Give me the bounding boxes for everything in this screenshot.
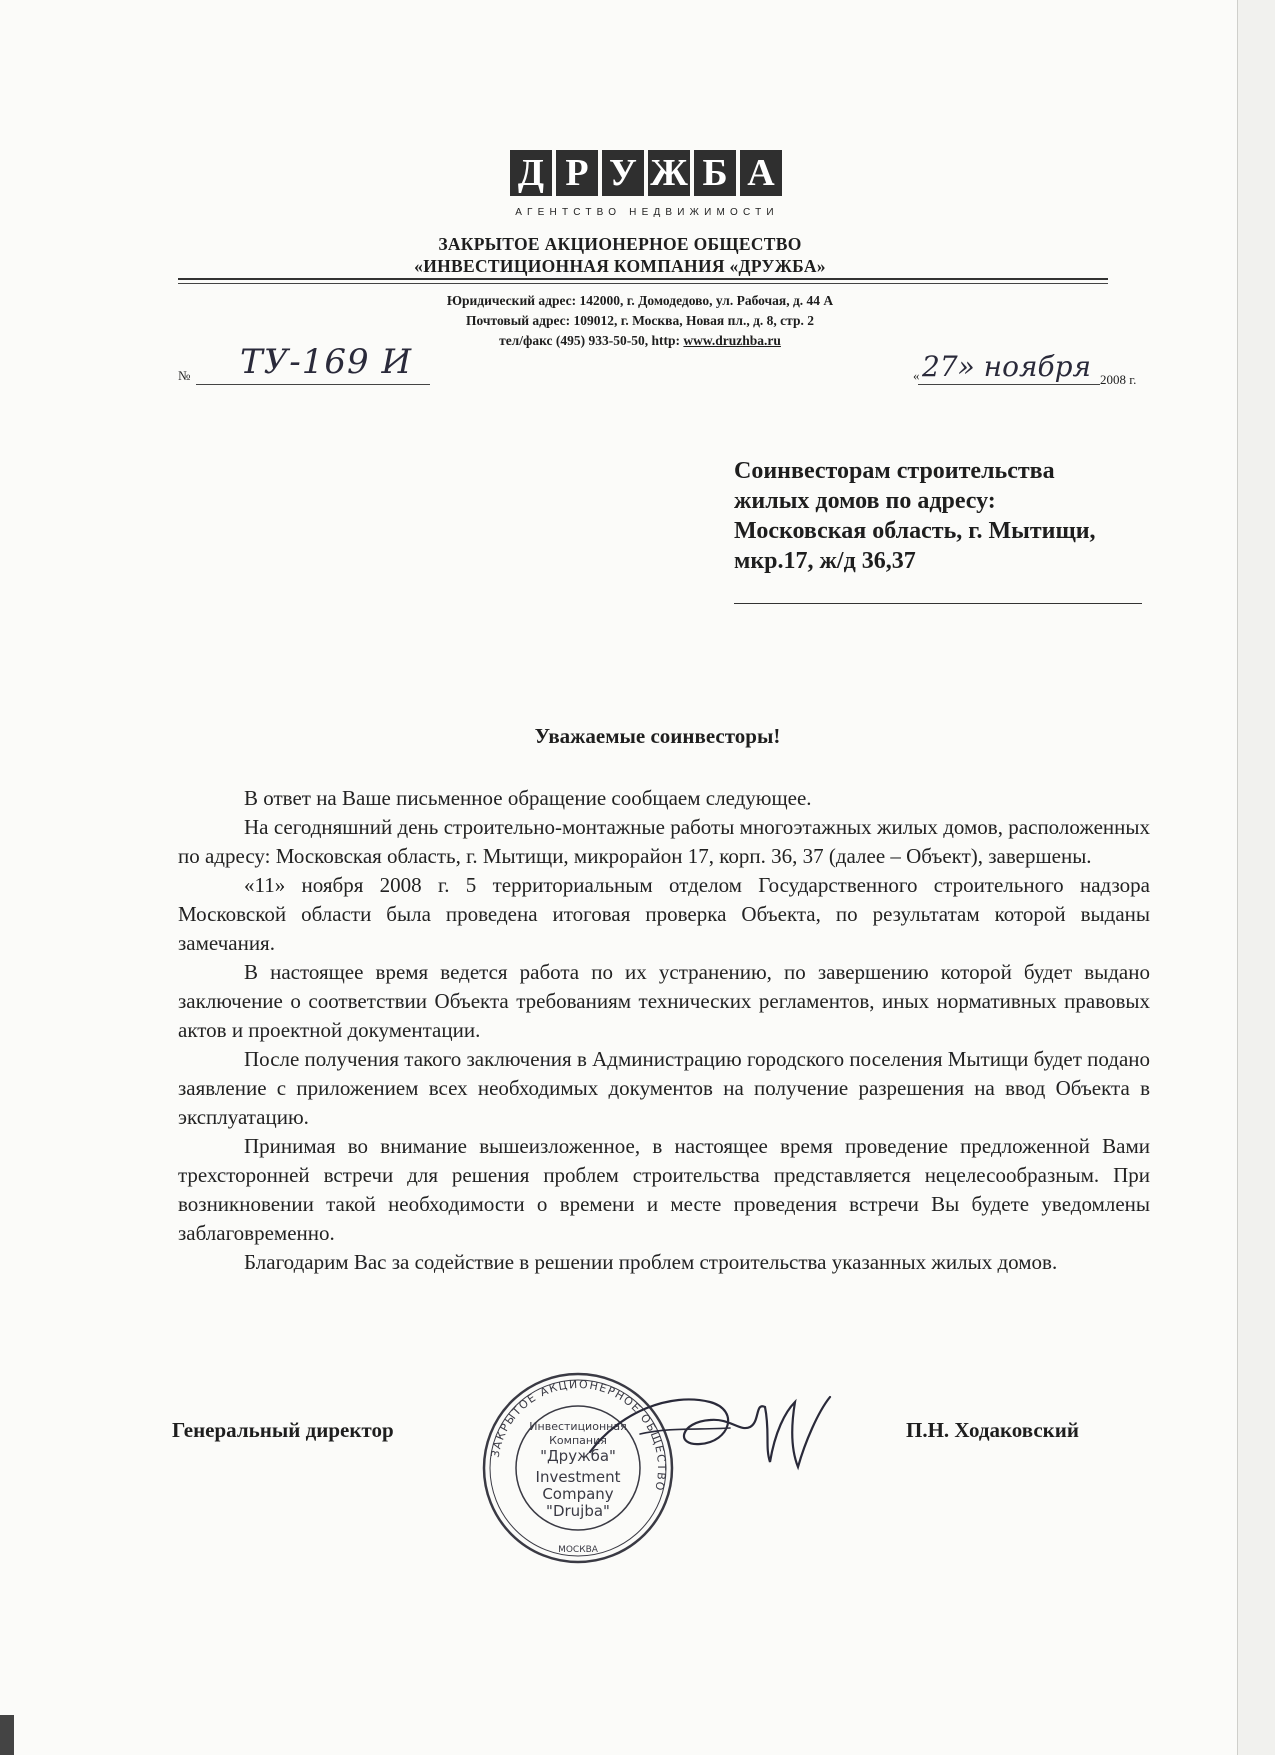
recipient-line: Московская область, г. Мытищи, — [734, 518, 1096, 544]
handwritten-signature — [580, 1372, 840, 1482]
logo-subtitle: АГЕНТСТВО НЕДВИЖИМОСТИ — [515, 207, 779, 218]
date-open-quote: « — [913, 368, 920, 383]
logo-letter: У — [602, 150, 644, 196]
recipient-line: Соинвесторам строительства — [734, 458, 1055, 484]
seal-inner-ru: Компания — [549, 1434, 607, 1447]
scan-page-edge — [1238, 0, 1275, 1755]
phone-fax: тел/факс (495) 933-50-50, http: — [499, 333, 681, 348]
letter-date: 27» ноября — [922, 350, 1092, 383]
contact-line — [340, 333, 940, 349]
number-underline — [196, 384, 430, 385]
letterhead-rule-thin — [178, 283, 1108, 284]
seal-outer-text: ЗАКРЫТОЕ АКЦИОНЕРНОЕ ОБЩЕСТВО — [488, 1377, 669, 1494]
seal-inner-ru: "Дружба" — [540, 1447, 616, 1465]
seal-inner-en: "Drujba" — [546, 1502, 610, 1520]
org-name-line1: ЗАКРЫТОЕ АКЦИОНЕРНОЕ ОБЩЕСТВО — [438, 234, 802, 254]
company-logo — [510, 150, 782, 196]
signatory-title: Генеральный директор — [172, 1418, 394, 1442]
legal-address: Юридический адрес: 142000, г. Домодедово, ул. Рабочая, д. 44 А — [446, 293, 834, 308]
recipient-line: жилых домов по адресу: — [734, 488, 996, 514]
recipient-line: мкр.17, ж/д 36,37 — [734, 548, 916, 574]
seal-city: МОСКВА — [558, 1545, 598, 1555]
seal-inner-en: Company — [542, 1485, 614, 1503]
scan-edge-line — [1237, 0, 1238, 1755]
recipient-block — [734, 456, 1096, 576]
recipient-rule — [734, 603, 1142, 604]
logo-letter: Ж — [648, 150, 690, 196]
date-underline — [918, 384, 1100, 385]
outgoing-number: ТУ-169 И — [240, 342, 413, 382]
logo-letter: Д — [510, 150, 552, 196]
body-paragraph: Благодарим Вас за содействие в решении проблем строительства указанных жилых домов. — [244, 1250, 1058, 1274]
body-paragraph: «11» ноября 2008 г. 5 территориальным отделом Государственного строительного надзора Московской области была проведена итоговая проверка Объекта, по результатам которой выданы замечания. — [178, 873, 1150, 955]
scan-shadow — [0, 1715, 14, 1755]
number-label: № — [178, 368, 191, 383]
logo-letter: Р — [556, 150, 598, 196]
body-paragraph: После получения такого заключения в Администрацию городского поселения Мытищи будет подано заявление с приложением всех необходимых документов на получение разрешения на ввод Объекта в эксплуатацию. — [178, 1047, 1151, 1129]
website-link[interactable]: www.druzhba.ru — [683, 333, 781, 348]
date-year: 2008 г. — [1100, 372, 1137, 387]
org-name-line2: «ИНВЕСТИЦИОННАЯ КОМПАНИЯ «ДРУЖБА» — [414, 256, 826, 276]
body-paragraph: В ответ на Ваше письменное обращение сообщаем следующее. — [244, 786, 812, 810]
postal-address: Почтовый адрес: 109012, г. Москва, Новая пл., д. 8, стр. 2 — [466, 313, 814, 328]
seal-inner-ru: Инвестиционная — [529, 1420, 627, 1433]
logo-letter: Б — [694, 150, 736, 196]
seal-inner-en: Investment — [535, 1468, 621, 1486]
signatory-name: П.Н. Ходаковский — [906, 1418, 1079, 1442]
letter-body — [178, 784, 1150, 1277]
body-paragraph: В настоящее время ведется работа по их устранению, по завершению которой будет выдано заключение о соответствии Объекта требованиям технических регламентов, иных нормативных правовых актов и проектной документации. — [178, 960, 1150, 1042]
greeting: Уважаемые соинвесторы! — [534, 724, 781, 748]
body-paragraph: Принимая во внимание вышеизложенное, в настоящее время проведение предложенной Вами трехсторонней встречи для решения проблем строительства представляется нецелесообразным. При возникновении такой необходимости о времени и месте проведения встречи Вы будете уведомлены заблаговременно. — [178, 1134, 1150, 1245]
logo-letter: А — [740, 150, 782, 196]
letterhead-rule — [178, 278, 1108, 280]
body-paragraph: На сегодняшний день строительно-монтажные работы многоэтажных жилых домов, расположенных по адресу: Московская область, г. Мытищи, микрорайон 17, корп. 36, 37 (далее – Объект), завершены. — [178, 815, 1150, 868]
